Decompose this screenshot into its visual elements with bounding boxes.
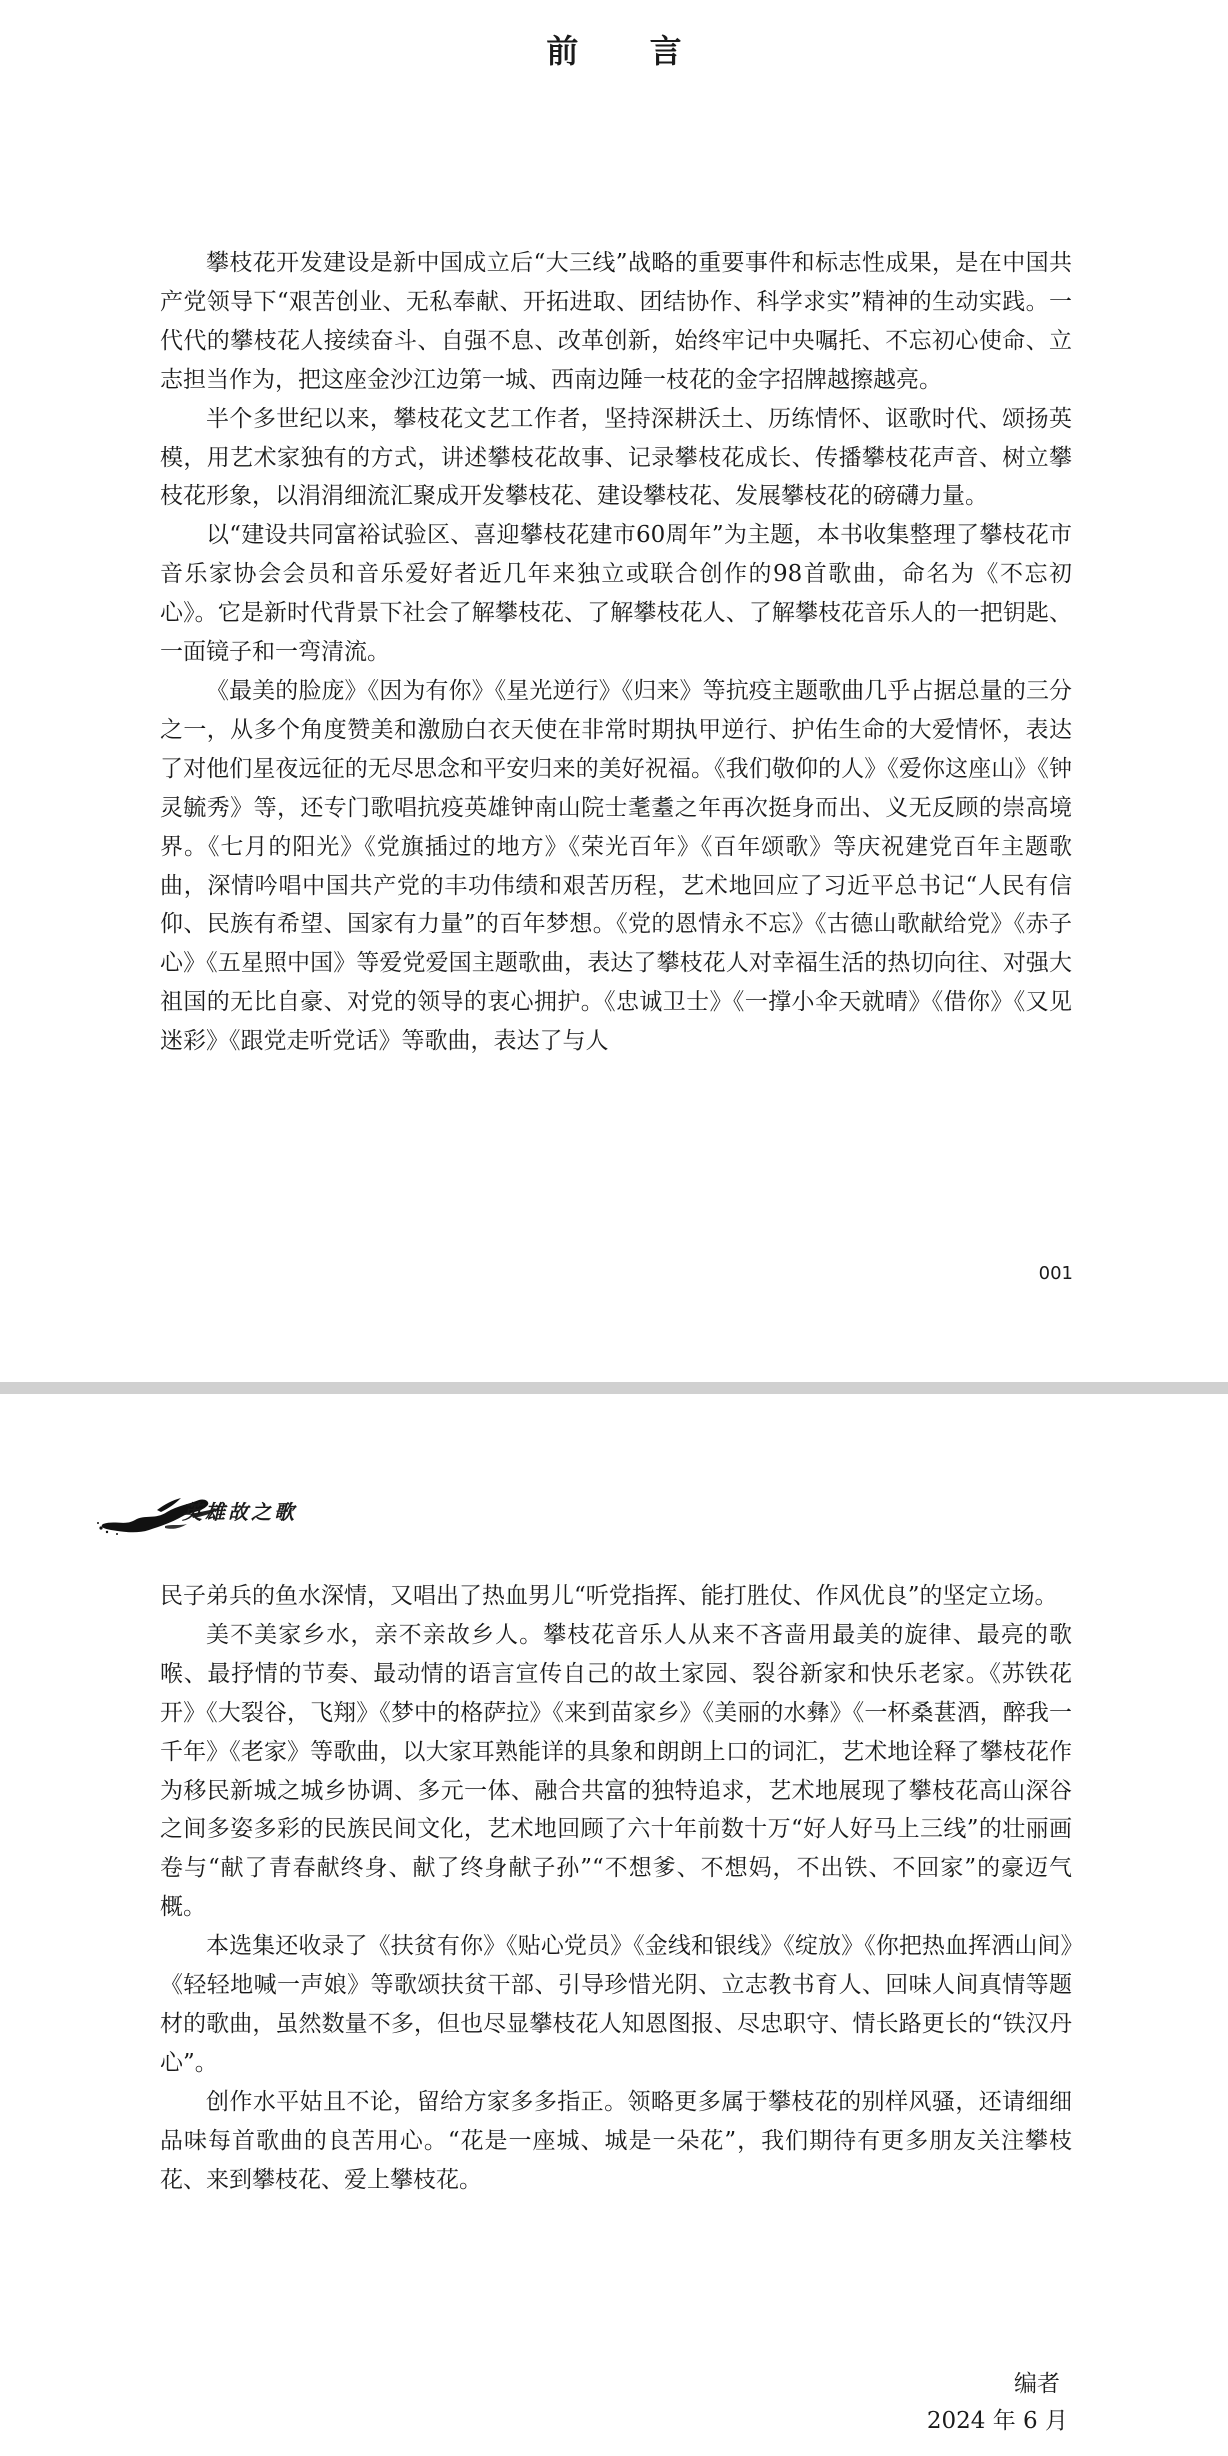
paragraph: 民子弟兵的鱼水深情，又唱出了热血男儿“听党指挥、能打胜仗、作风优良”的坚定立场。 <box>160 1583 1058 1609</box>
paragraph: 美不美家乡水，亲不亲故乡人。攀枝花音乐人从来不吝啬用最美的旋律、最亮的歌喉、最抒情的节奏、最动情的语言宣传自己的故土家园、裂谷新家和快乐老家。《苏铁花开》《大裂谷，飞翔》《梦中的格萨拉》《来到苗家乡》《美丽的水彝》《一杯桑葚酒，醉我一千年》《老家》等歌曲，以大家耳熟能详的具象和朗朗上口的词汇，艺术地诠释了攀枝花作为移民新城之城乡协调、多元一体、融合共富的独特追求，艺术地展现了攀枝花高山深谷之间多姿多彩的民族民间文化，艺术地回顾了六十年前数十万“好人好马上三线”的壮丽画卷与“献了青春献终身、献了终身献子孙”“不想爹、不想妈，不出铁、不回家”的豪迈气概。 <box>160 1621 1072 1921</box>
page-divider <box>0 1382 1228 1394</box>
paragraph: 创作水平姑且不论，留给方家多多指正。领略更多属于攀枝花的别样风骚，还请细细品味每首歌曲的良苦用心。“花是一座城、城是一朵花”，我们期待有更多朋友关注攀枝花、来到攀枝花、爱上攀枝花。 <box>160 2088 1072 2193</box>
running-header: 英雄故之歌 <box>182 1500 297 1524</box>
paragraph: 本选集还收录了《扶贫有你》《贴心党员》《金线和银线》《绽放》《你把热血挥洒山间》《轻轻地喊一声娘》等歌颂扶贫干部、引导珍惜光阴、立志教书育人、回味人间真情等题材的歌曲，虽然数量不多，但也尽显攀枝花人知恩图报、尽忠职守、情长路更长的“铁汉丹心”。 <box>160 1933 1072 2076</box>
paragraph: 《最美的脸庞》《因为有你》《星光逆行》《归来》等抗疫主题歌曲几乎占据总量的三分之一，从多个角度赞美和激励白衣天使在非常时期执甲逆行、护佑生命的大爱情怀，表达了对他们星夜远征的无尽思念和平安归来的美好祝福。《我们敬仰的人》《爱你这座山》《钟灵毓秀》等，还专门歌唱抗疫英雄钟南山院士耄耋之年再次挺身而出、义无反顾的崇高境界。《七月的阳光》《党旗插过的地方》《荣光百年》《百年颂歌》等庆祝建党百年主题歌曲，深情吟唱中国共产党的丰功伟绩和艰苦历程，艺术地回应了习近平总书记“人民有信仰、民族有希望、国家有力量”的百年梦想。《党的恩情永不忘》《古德山歌献给党》《赤子心》《五星照中国》等爱党爱国主题歌曲，表达了攀枝花人对幸福生活的热切向往、对强大祖国的无比自豪、对党的领导的衷心拥护。《忠诚卫士》《一撑小伞天就晴》《借你》《又见迷彩》《跟党走听党话》等歌曲，表达了与人 <box>160 677 1072 1055</box>
preface-body <box>160 244 1072 1061</box>
page-two <box>0 1394 1228 2456</box>
page-number: 001 <box>1038 1263 1073 1284</box>
editor-signature: 编者 <box>1014 2371 1060 2397</box>
preface-body-continued <box>160 1577 1072 2200</box>
paragraph: 半个多世纪以来，攀枝花文艺工作者，坚持深耕沃土、历练情怀、讴歌时代、颂扬英模，用艺术家独有的方式，讲述攀枝花故事、记录攀枝花成长、传播攀枝花声音、树立攀枝花形象，以涓涓细流汇聚成开发攀枝花、建设攀枝花、发展攀枝花的磅礴力量。 <box>160 405 1072 510</box>
paragraph: 攀枝花开发建设是新中国成立后“大三线”战略的重要事件和标志性成果，是在中国共产党领导下“艰苦创业、无私奉献、开拓进取、团结协作、科学求实”精神的生动实践。一代代的攀枝花人接续奋斗、自强不息、改革创新，始终牢记中央嘱托、不忘初心使命、立志担当作为，把这座金沙江边第一城、西南边陲一枝花的金字招牌越擦越亮。 <box>160 250 1072 393</box>
signature-date: 2024 年 6 月 <box>926 2408 1068 2434</box>
page-title: 前 言 <box>546 32 712 70</box>
paragraph: 以“建设共同富裕试验区、喜迎攀枝花建市60周年”为主题，本书收集整理了攀枝花市音乐家协会会员和音乐爱好者近几年来独立或联合创作的98首歌曲，命名为《不忘初心》。它是新时代背景下社会了解攀枝花、了解攀枝花人、了解攀枝花音乐人的一把钥匙、一面镜子和一弯清流。 <box>160 522 1072 666</box>
